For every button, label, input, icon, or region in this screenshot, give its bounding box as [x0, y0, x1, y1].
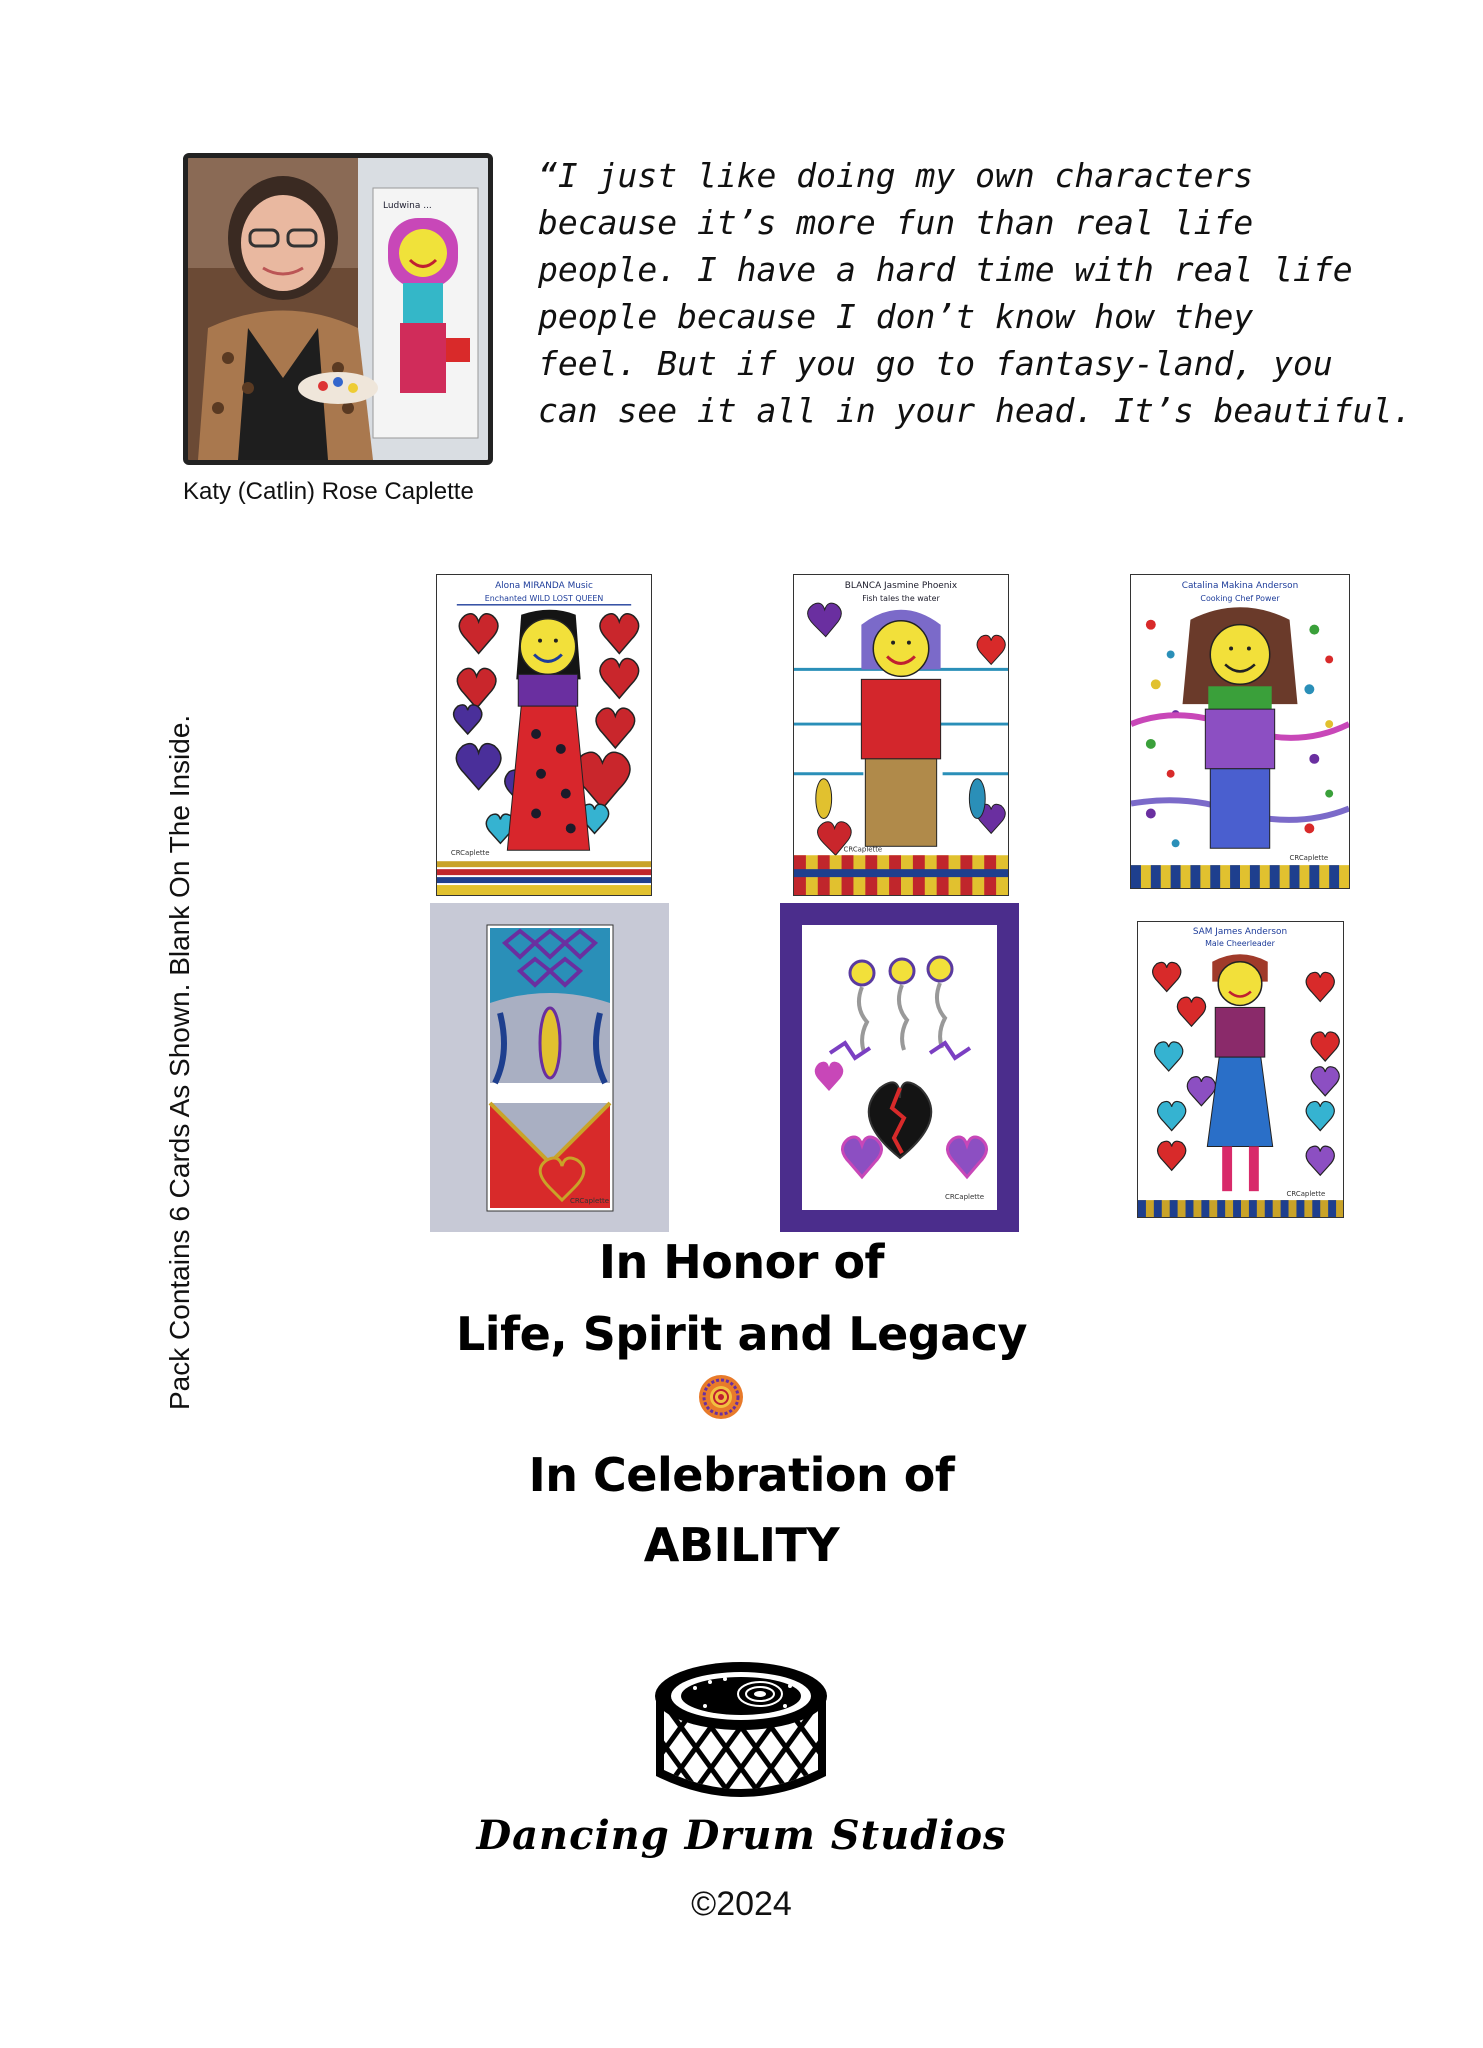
emblem-icon: [698, 1374, 744, 1420]
quote-line: feel. But if you go to fantasy-land, you: [538, 344, 1333, 383]
card-title: SAM James Anderson: [1192, 926, 1288, 937]
card-sam: [1137, 921, 1344, 1218]
card-subtitle: Enchanted WILD LOST QUEEN: [484, 593, 604, 603]
card-signature: CRCaplette: [843, 845, 883, 854]
card-subtitle: Male Cheerleader: [1205, 938, 1275, 948]
honor-heading-line1: In Honor of: [598, 1235, 885, 1289]
card-signature: CRCaplette: [570, 1197, 610, 1205]
canvas-label: Ludwina ...: [383, 201, 432, 211]
quote-line: “I just like doing my own characters: [538, 156, 1254, 195]
quote-line: can see it all in your head. It’s beautiful.: [538, 391, 1413, 430]
card-signature: CRCaplette: [1289, 854, 1329, 863]
card-signature: CRCaplette: [945, 1193, 985, 1201]
artist-caption: Katy (Catlin) Rose Caplette: [183, 478, 474, 505]
card-title: BLANCA Jasmine Phoenix: [844, 580, 958, 591]
quote-line: people because I don’t know how they: [538, 297, 1254, 336]
card-subtitle: Cooking Chef Power: [1200, 593, 1280, 603]
drum-logo-icon: [650, 1658, 832, 1808]
celebration-heading-line1: In Celebration of: [528, 1448, 955, 1502]
card-title: Catalina Makina Anderson: [1181, 580, 1299, 591]
card-subtitle: Fish tales the water: [862, 593, 940, 603]
quote-line: people. I have a hard time with real life: [538, 250, 1353, 289]
card-broken-heart: [780, 903, 1019, 1232]
quote-line: because it’s more fun than real life: [538, 203, 1254, 242]
card-title: Alona MIRANDA Music: [495, 580, 593, 591]
studio-name: Dancing Drum Studios: [476, 1812, 1007, 1859]
honor-heading-line2: Life, Spirit and Legacy: [455, 1307, 1028, 1361]
card-signature: CRCaplette: [1286, 1190, 1326, 1199]
card-catalina: [1130, 574, 1350, 889]
copyright-notice: ©2024: [691, 1885, 792, 1923]
celebration-heading-line2: ABILITY: [643, 1518, 840, 1572]
card-abstract-heart: [430, 903, 669, 1232]
artist-photo: [183, 153, 493, 465]
pack-contents-note: Pack Contains 6 Cards As Shown. Blank On The Inside.: [164, 714, 195, 1410]
card-signature: CRCaplette: [450, 849, 490, 858]
card-blanca: [793, 574, 1009, 896]
artist-quote: [538, 152, 1438, 434]
card-alona: [436, 574, 652, 896]
